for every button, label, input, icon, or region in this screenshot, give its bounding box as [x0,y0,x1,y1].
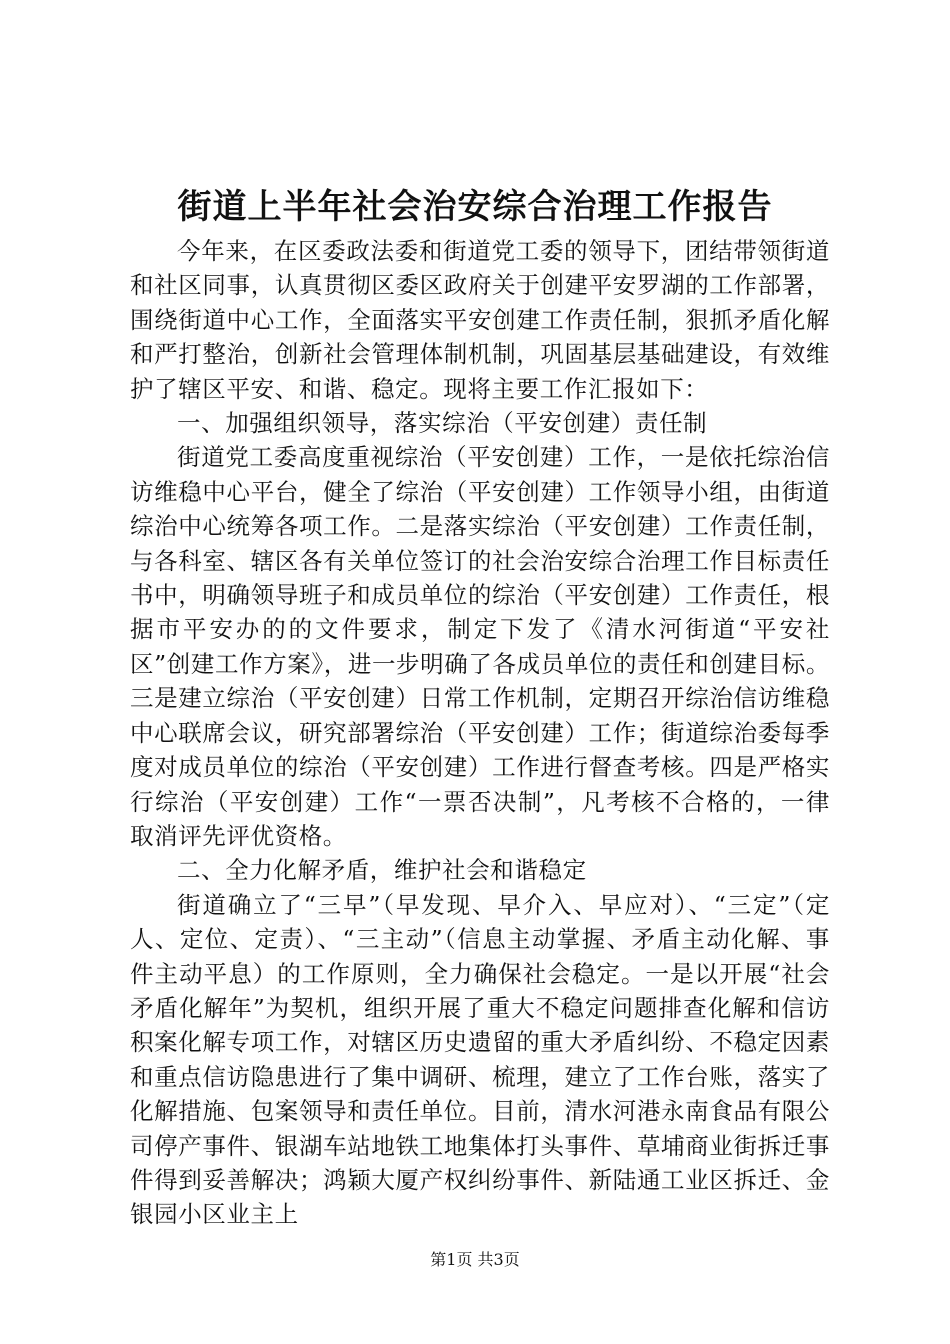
paragraph-intro: 今年来，在区委政法委和街道党工委的领导下，团结带领街道和社区同事，认真贯彻区委区政府关于创建平安罗湖的工作部署，围绕街道中心工作，全面落实平安创建工作责任制，狠抓矛盾化解和严打整治，创新社会管理体制机制，巩固基层基础建设，有效维护了辖区平安、和谐、稳定。现将主要工作汇报如下： [130,237,830,403]
paragraph-section-2: 街道确立了“三早”（早发现、早介入、早应对）、“三定”（定人、定位、定责）、“三主动”（信息主动掌握、矛盾主动化解、事件主动平息）的工作原则，全力确保社会稳定。一是以开展“社会矛盾化解年”为契机，组织开展了重大不稳定问题排查化解和信访积案化解专项工作，对辖区历史遗留的重大矛盾纠纷、不稳定因素和重点信访隐患进行了集中调研、梳理，建立了工作台账，落实了化解措施、包案领导和责任单位。目前，清水河港永南食品有限公司停产事件、银湖车站地铁工地集体打头事件、草埔商业街拆迁事件得到妥善解决；鸿颖大厦产权纠纷事件、新陆通工业区拆迁、金银园小区业主上 [130,890,830,1229]
document-body [130,234,830,1232]
paragraph-section-1: 街道党工委高度重视综治（平安创建）工作，一是依托综治信访维稳中心平台，健全了综治（平安创建）工作领导小组，由街道综治中心统筹各项工作。二是落实综治（平安创建）工作责任制，与各科室、辖区各有关单位签订的社会治安综合治理工作目标责任书中，明确领导班子和成员单位的综治（平安创建）工作责任，根据市平安办的的文件要求，制定下发了《清水河街道“平安社区”创建工作方案》，进一步明确了各成员单位的责任和创建目标。三是建立综治（平安创建）日常工作机制，定期召开综治信访维稳中心联席会议，研究部署综治（平安创建）工作；街道综治委每季度对成员单位的综治（平安创建）工作进行督查考核。四是严格实行综治（平安创建）工作“一票否决制”，凡考核不合格的，一律取消评先评优资格。 [130,443,830,850]
section-heading-1: 一、加强组织领导，落实综治（平安创建）责任制 [177,409,708,438]
page-number: 第1页 共3页 [430,1250,520,1269]
document-title: 街道上半年社会治安综合治理工作报告 [177,187,773,227]
section-heading-2: 二、全力化解矛盾，维护社会和谐稳定 [177,856,587,885]
